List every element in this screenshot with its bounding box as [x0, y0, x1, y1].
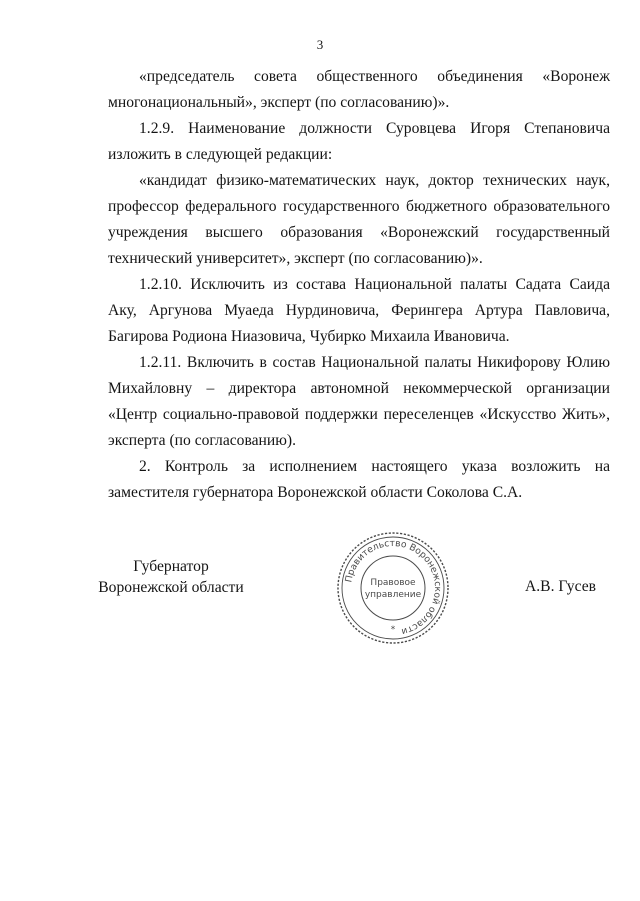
stamp-inner-line1: Правовое — [370, 578, 416, 588]
paragraph-1-2-9: 1.2.9. Наименование должности Суровцева Игоря Степановича изложить в следующей редакции: — [108, 120, 610, 163]
official-stamp — [335, 530, 451, 646]
signatory-name: А.В. Гусев — [525, 578, 596, 595]
stamp-outer-text: Правительство Воронежской области — [343, 537, 444, 638]
document-body — [108, 64, 610, 506]
paragraph-new-wording: «кандидат физико-математических наук, доктор технических наук, профессор федерального государственного бюджетного образовательного учреждения высшего образования «Воронежский государственный технический университет», эксперт (по согласованию)». — [108, 172, 610, 267]
stamp-second-ring — [342, 537, 444, 639]
signatory-title — [86, 556, 256, 598]
paragraph-1-2-11: 1.2.11. Включить в состав Национальной палаты Никифорову Юлию Михайловну – директора автономной некоммерческой организации «Центр социально-правовой поддержки переселенцев «Искусство Жить», эксперта (по согласованию). — [108, 354, 610, 449]
stamp-inner-line2: управление — [364, 590, 422, 600]
paragraph-2-control: 2. Контроль за исполнением настоящего указа возложить на заместителя губернатора Воронежской области Соколова С.А. — [108, 458, 610, 501]
stamp-inner-ring — [361, 556, 425, 620]
paragraph-quote-continuation: «председатель совета общественного объединения «Воронеж многонациональный», эксперт (по согласованию)». — [108, 68, 610, 111]
signatory-title-line1: Губернатор — [133, 558, 209, 575]
signatory-title-line2: Воронежской области — [98, 579, 244, 596]
page-number: 3 — [316, 37, 324, 52]
paragraph-1-2-10: 1.2.10. Исключить из состава Национальной палаты Садата Саида Аку, Аргунова Муаеда Нурдиновича, Ферингера Артура Павловича, Багирова Родиона Ниазовича, Чубирко Михаила Ивановича. — [108, 276, 610, 345]
stamp-star-icon: * — [390, 625, 396, 635]
